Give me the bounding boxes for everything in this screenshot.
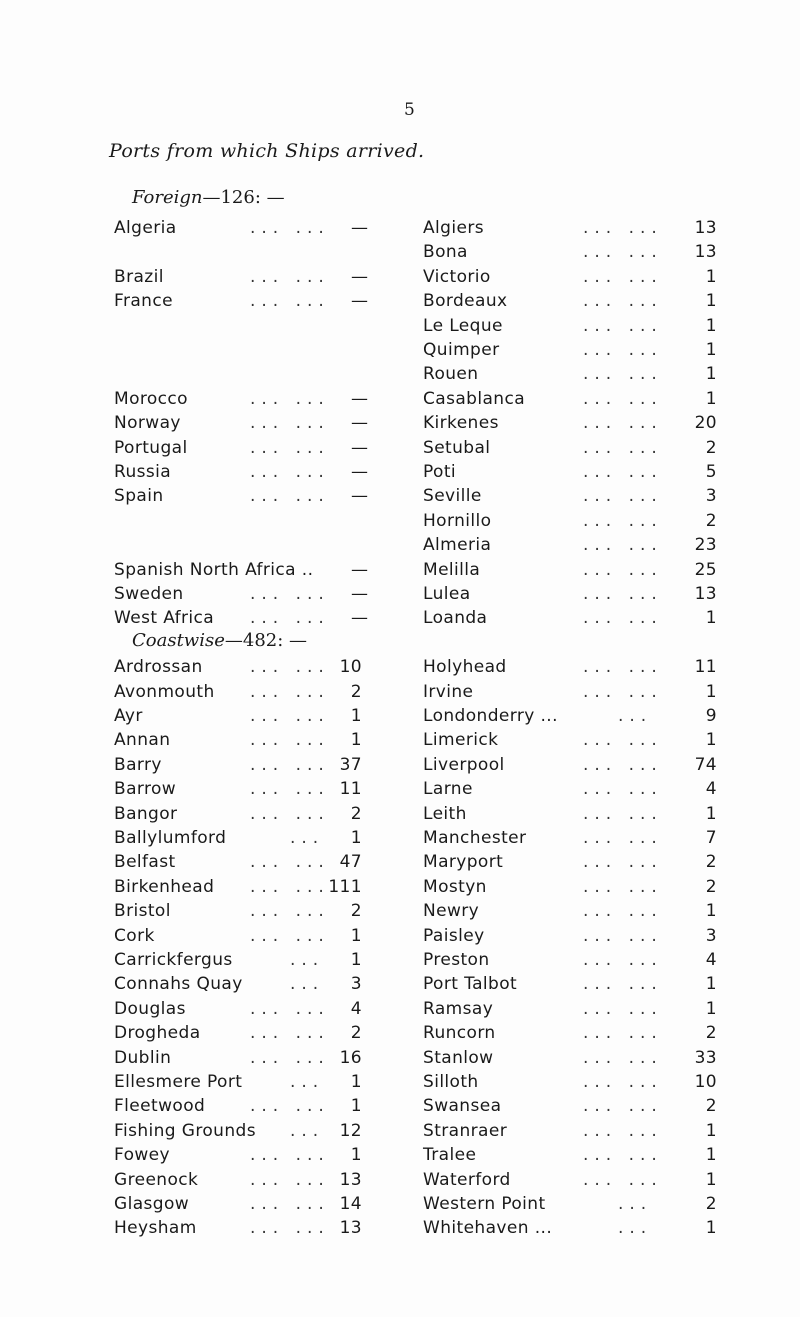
country-name: Spanish North Africa .. xyxy=(114,559,314,580)
dot-leader: ... ... xyxy=(583,559,663,580)
port-name: Carrickfergus xyxy=(114,950,233,970)
coastwise-row xyxy=(0,974,800,998)
dot-leader: ... ... xyxy=(250,1145,330,1166)
foreign-row xyxy=(0,560,800,584)
dot-leader: ... ... xyxy=(583,681,663,702)
dot-leader: ... ... xyxy=(583,510,663,531)
dot-leader: ... ... xyxy=(583,218,663,238)
coastwise-row xyxy=(0,706,800,730)
dot-leader: ... ... xyxy=(583,340,663,360)
dot-leader: ... ... xyxy=(250,998,330,1019)
port-name: Port Talbot xyxy=(423,974,518,995)
coastwise-row xyxy=(0,657,800,681)
foreign-label: Foreign xyxy=(132,187,203,208)
coastwise-row xyxy=(0,804,800,828)
dot-leader: ... ... xyxy=(250,779,330,800)
country-name: West Africa xyxy=(114,608,215,629)
ship-count: 1 xyxy=(705,803,717,824)
dot-leader: ... ... xyxy=(583,998,663,1019)
dot-leader: ... ... xyxy=(250,730,330,751)
country-name: Russia xyxy=(114,462,172,482)
ship-count: 25 xyxy=(694,559,717,580)
ship-count: 2 xyxy=(705,1096,717,1117)
ship-count: 7 xyxy=(705,828,717,848)
ship-count: 5 xyxy=(705,462,717,482)
coastwise-row xyxy=(0,1023,800,1047)
coastwise-label: Coastwise xyxy=(132,629,225,651)
ship-count: 1 xyxy=(350,1145,362,1166)
dash-separator: — xyxy=(351,462,369,482)
port-name: Barrow xyxy=(114,779,177,800)
dot-leader: ... xyxy=(290,950,325,970)
coastwise-row xyxy=(0,950,800,974)
ship-count: 1 xyxy=(705,901,717,922)
port-name: Ballylumford xyxy=(114,828,227,848)
dot-leader: ... ... xyxy=(583,657,663,678)
ship-count: 13 xyxy=(694,242,717,263)
dot-leader: ... ... xyxy=(583,315,663,336)
dot-leader: ... ... xyxy=(583,535,663,556)
port-name: Mostyn xyxy=(423,876,487,897)
ship-count: 1 xyxy=(705,315,717,336)
ship-count: 2 xyxy=(705,437,717,458)
foreign-row xyxy=(0,267,800,291)
coastwise-row xyxy=(0,1145,800,1169)
dot-leader: ... ... xyxy=(583,413,663,434)
port-name: Quimper xyxy=(423,340,500,360)
ship-count: 10 xyxy=(694,1072,717,1092)
ship-count: 13 xyxy=(339,1218,362,1239)
port-name: Bristol xyxy=(114,901,171,922)
ship-count: 1 xyxy=(350,1072,362,1092)
port-name: Cork xyxy=(114,925,155,946)
country-name: Norway xyxy=(114,413,181,434)
port-name: Waterford xyxy=(423,1169,511,1190)
port-name: Leith xyxy=(423,803,467,824)
port-name: Kirkenes xyxy=(423,413,499,434)
dot-leader: ... ... xyxy=(250,1169,330,1190)
dot-leader: ... ... xyxy=(583,1047,663,1068)
dot-leader: ... ... xyxy=(583,1120,663,1141)
ship-count: 2 xyxy=(350,1023,362,1044)
dot-leader: ... ... xyxy=(583,608,663,629)
dot-leader: ... ... xyxy=(250,413,330,434)
foreign-row xyxy=(0,316,800,340)
ship-count: 33 xyxy=(694,1047,717,1068)
port-name: Annan xyxy=(114,730,171,751)
country-name: Algeria xyxy=(114,218,177,238)
coastwise-row xyxy=(0,999,800,1023)
port-name: Paisley xyxy=(423,925,485,946)
ship-count: 1 xyxy=(705,730,717,751)
port-name: Stanlow xyxy=(423,1047,494,1068)
ship-count: 16 xyxy=(339,1047,362,1068)
ship-count: 1 xyxy=(350,828,362,848)
foreign-row xyxy=(0,438,800,462)
dot-leader: ... ... xyxy=(250,1023,330,1044)
dot-leader: ... ... xyxy=(583,242,663,263)
dot-leader: ... ... xyxy=(250,876,330,897)
dot-leader: ... xyxy=(290,828,325,848)
dot-leader: ... ... xyxy=(583,1023,663,1044)
ship-count: 1 xyxy=(705,266,717,287)
ship-count: 2 xyxy=(350,681,362,702)
port-name: Bona xyxy=(423,242,468,263)
ship-count: 1 xyxy=(705,291,717,312)
ship-count: 14 xyxy=(339,1194,362,1214)
port-name: Setubal xyxy=(423,437,491,458)
dot-leader: ... ... xyxy=(250,486,330,507)
foreign-heading: Foreign—126: — xyxy=(132,187,285,208)
dot-leader: ... ... xyxy=(250,852,330,873)
dash-separator: — xyxy=(351,218,369,238)
port-name: Western Point xyxy=(423,1194,546,1214)
dot-leader: ... ... xyxy=(250,657,330,678)
port-name: Tralee xyxy=(423,1145,477,1166)
coastwise-row xyxy=(0,779,800,803)
coastwise-row xyxy=(0,1096,800,1120)
port-name: Almeria xyxy=(423,535,492,556)
ship-count: 1 xyxy=(705,998,717,1019)
dot-leader: ... xyxy=(618,706,653,726)
dash-separator: — xyxy=(351,608,369,629)
port-name: Manchester xyxy=(423,828,527,848)
page-title: Ports from which Ships arrived. xyxy=(109,140,425,162)
port-name: Hornillo xyxy=(423,510,492,531)
ship-count: 2 xyxy=(350,803,362,824)
port-name: Algiers xyxy=(423,218,484,238)
ship-count: 1 xyxy=(705,364,717,385)
port-name: Fishing Grounds xyxy=(114,1120,256,1141)
port-name: Glasgow xyxy=(114,1194,190,1214)
port-name: Connahs Quay xyxy=(114,974,243,995)
coastwise-row xyxy=(0,877,800,901)
ship-count: 1 xyxy=(705,388,717,409)
dot-leader: ... ... xyxy=(583,754,663,775)
dash-separator: — xyxy=(351,291,369,312)
ship-count: 3 xyxy=(705,486,717,507)
country-name: Portugal xyxy=(114,437,188,458)
coastwise-row xyxy=(0,901,800,925)
dot-leader: ... ... xyxy=(583,437,663,458)
coastwise-row xyxy=(0,828,800,852)
ship-count: 2 xyxy=(350,901,362,922)
coastwise-row xyxy=(0,755,800,779)
ship-count: 111 xyxy=(328,876,362,897)
ship-count: 47 xyxy=(339,852,362,873)
coastwise-row xyxy=(0,730,800,754)
port-name: Fleetwood xyxy=(114,1096,206,1117)
port-name: Barry xyxy=(114,754,162,775)
port-name: Melilla xyxy=(423,559,481,580)
port-name: Silloth xyxy=(423,1072,479,1092)
foreign-row xyxy=(0,511,800,535)
ship-count: 1 xyxy=(350,950,362,970)
dot-leader: ... ... xyxy=(583,974,663,995)
dot-leader: ... ... xyxy=(250,1194,330,1214)
dash-separator: — xyxy=(351,413,369,434)
dot-leader: ... ... xyxy=(250,608,330,629)
dot-leader: ... ... xyxy=(583,584,663,604)
dot-leader: ... ... xyxy=(583,852,663,873)
foreign-row xyxy=(0,486,800,510)
country-name: Morocco xyxy=(114,388,188,409)
ship-count: 11 xyxy=(694,657,717,678)
ship-count: 23 xyxy=(694,535,717,556)
dot-leader: ... ... xyxy=(250,803,330,824)
dot-leader: ... ... xyxy=(583,730,663,751)
foreign-row xyxy=(0,535,800,559)
ship-count: 11 xyxy=(339,779,362,800)
ship-count: 2 xyxy=(705,876,717,897)
foreign-count: 126 xyxy=(220,187,255,208)
port-name: Irvine xyxy=(423,681,474,702)
dot-leader: ... ... xyxy=(250,291,330,312)
dot-leader: ... ... xyxy=(250,266,330,287)
port-name: Limerick xyxy=(423,730,499,751)
coastwise-row xyxy=(0,1194,800,1218)
dot-leader: ... ... xyxy=(583,486,663,507)
port-name: Belfast xyxy=(114,852,176,873)
foreign-row xyxy=(0,218,800,242)
port-name: Holyhead xyxy=(423,657,507,678)
dash-separator: — xyxy=(351,266,369,287)
dot-leader: ... ... xyxy=(250,584,330,604)
country-name: Sweden xyxy=(114,584,184,604)
dot-leader: ... ... xyxy=(583,803,663,824)
port-name: Douglas xyxy=(114,998,186,1019)
port-name: Victorio xyxy=(423,266,491,287)
dot-leader: ... xyxy=(290,974,325,995)
port-name: Drogheda xyxy=(114,1023,201,1044)
dot-leader: ... ... xyxy=(250,437,330,458)
port-name: Fowey xyxy=(114,1145,170,1166)
foreign-row xyxy=(0,389,800,413)
port-name: Ramsay xyxy=(423,998,494,1019)
port-name: Ellesmere Port xyxy=(114,1072,243,1092)
port-name: Swansea xyxy=(423,1096,502,1117)
port-name: Birkenhead xyxy=(114,876,215,897)
dot-leader: ... ... xyxy=(250,1096,330,1117)
ship-count: 1 xyxy=(705,1169,717,1190)
ship-count: 1 xyxy=(705,340,717,360)
foreign-row xyxy=(0,291,800,315)
port-name: Heysham xyxy=(114,1218,197,1239)
dot-leader: ... xyxy=(290,1072,325,1092)
country-name: Spain xyxy=(114,486,164,507)
dot-leader: ... ... xyxy=(583,1096,663,1117)
country-name: France xyxy=(114,291,173,312)
port-name: Londonderry ... xyxy=(423,706,558,726)
dot-leader: ... ... xyxy=(250,925,330,946)
coastwise-row xyxy=(0,926,800,950)
ship-count: 3 xyxy=(350,974,362,995)
port-name: Rouen xyxy=(423,364,479,385)
coastwise-row xyxy=(0,1170,800,1194)
dot-leader: ... ... xyxy=(250,1047,330,1068)
dot-leader: ... ... xyxy=(583,1072,663,1092)
port-name: Ardrossan xyxy=(114,657,203,678)
dot-leader: ... ... xyxy=(250,218,330,238)
dot-leader: ... xyxy=(290,1120,325,1141)
dot-leader: ... ... xyxy=(250,388,330,409)
dot-leader: ... xyxy=(618,1218,653,1239)
dot-leader: ... ... xyxy=(583,950,663,970)
foreign-row xyxy=(0,340,800,364)
ship-count: 2 xyxy=(705,852,717,873)
ship-count: 13 xyxy=(694,584,717,604)
port-name: Avonmouth xyxy=(114,681,215,702)
port-name: Bordeaux xyxy=(423,291,508,312)
ship-count: 13 xyxy=(694,218,717,238)
ship-count: 1 xyxy=(705,681,717,702)
dot-leader: ... ... xyxy=(250,754,330,775)
dot-leader: ... xyxy=(618,1194,653,1214)
dash-separator: — xyxy=(351,559,369,580)
port-name: Poti xyxy=(423,462,457,482)
dot-leader: ... ... xyxy=(583,1145,663,1166)
port-name: Larne xyxy=(423,779,473,800)
ship-count: 4 xyxy=(350,998,362,1019)
coastwise-row xyxy=(0,1048,800,1072)
port-name: Lulea xyxy=(423,584,471,604)
dot-leader: ... ... xyxy=(583,462,663,482)
page-number: 5 xyxy=(404,100,415,120)
dot-leader: ... ... xyxy=(583,828,663,848)
coastwise-row xyxy=(0,1121,800,1145)
dot-leader: ... ... xyxy=(250,681,330,702)
ship-count: 2 xyxy=(705,1023,717,1044)
port-name: Seville xyxy=(423,486,482,507)
ship-count: 10 xyxy=(339,657,362,678)
coastwise-row xyxy=(0,852,800,876)
dot-leader: ... ... xyxy=(583,364,663,385)
ship-count: 4 xyxy=(705,779,717,800)
ship-count: 13 xyxy=(339,1169,362,1190)
foreign-row xyxy=(0,413,800,437)
port-name: Ayr xyxy=(114,706,143,726)
foreign-row xyxy=(0,364,800,388)
ship-count: 20 xyxy=(694,413,717,434)
port-name: Maryport xyxy=(423,852,504,873)
ship-count: 12 xyxy=(339,1120,362,1141)
dot-leader: ... ... xyxy=(583,1169,663,1190)
port-name: Whitehaven ... xyxy=(423,1218,553,1239)
ship-count: 4 xyxy=(705,950,717,970)
foreign-row xyxy=(0,584,800,608)
foreign-row xyxy=(0,242,800,266)
ship-count: 9 xyxy=(705,706,717,726)
ship-count: 1 xyxy=(705,608,717,629)
ship-count: 2 xyxy=(705,1194,717,1214)
port-name: Preston xyxy=(423,950,490,970)
ship-count: 37 xyxy=(339,754,362,775)
dot-leader: ... ... xyxy=(250,462,330,482)
port-name: Greenock xyxy=(114,1169,199,1190)
ship-count: 1 xyxy=(705,1145,717,1166)
port-name: Le Leque xyxy=(423,315,503,336)
dot-leader: ... ... xyxy=(583,266,663,287)
dot-leader: ... ... xyxy=(583,876,663,897)
coastwise-heading: Coastwise—482: — xyxy=(132,629,308,651)
port-name: Liverpool xyxy=(423,754,505,775)
coastwise-count: 482 xyxy=(242,629,278,651)
ship-count: 1 xyxy=(705,1120,717,1141)
ship-count: 1 xyxy=(350,925,362,946)
ship-count: 1 xyxy=(705,974,717,995)
dash-separator: — xyxy=(351,437,369,458)
port-name: Newry xyxy=(423,901,480,922)
ship-count: 1 xyxy=(350,730,362,751)
ship-count: 1 xyxy=(350,1096,362,1117)
port-name: Stranraer xyxy=(423,1120,508,1141)
dot-leader: ... ... xyxy=(583,388,663,409)
port-name: Runcorn xyxy=(423,1023,496,1044)
dot-leader: ... ... xyxy=(583,901,663,922)
foreign-row xyxy=(0,608,800,632)
country-name: Brazil xyxy=(114,266,164,287)
port-name: Dublin xyxy=(114,1047,172,1068)
port-name: Casablanca xyxy=(423,388,526,409)
dot-leader: ... ... xyxy=(583,925,663,946)
ship-count: 1 xyxy=(350,706,362,726)
ship-count: 2 xyxy=(705,510,717,531)
dot-leader: ... ... xyxy=(583,291,663,312)
dash-separator: — xyxy=(351,486,369,507)
coastwise-row xyxy=(0,1218,800,1242)
dash-separator: — xyxy=(351,388,369,409)
coastwise-row xyxy=(0,682,800,706)
port-name: Bangor xyxy=(114,803,178,824)
ship-count: 3 xyxy=(705,925,717,946)
dash-separator: — xyxy=(351,584,369,604)
dot-leader: ... ... xyxy=(250,706,330,726)
ship-count: 74 xyxy=(694,754,717,775)
dot-leader: ... ... xyxy=(250,1218,330,1239)
dot-leader: ... ... xyxy=(250,901,330,922)
coastwise-row xyxy=(0,1072,800,1096)
ship-count: 1 xyxy=(705,1218,717,1239)
dot-leader: ... ... xyxy=(583,779,663,800)
foreign-row xyxy=(0,462,800,486)
port-name: Loanda xyxy=(423,608,488,629)
